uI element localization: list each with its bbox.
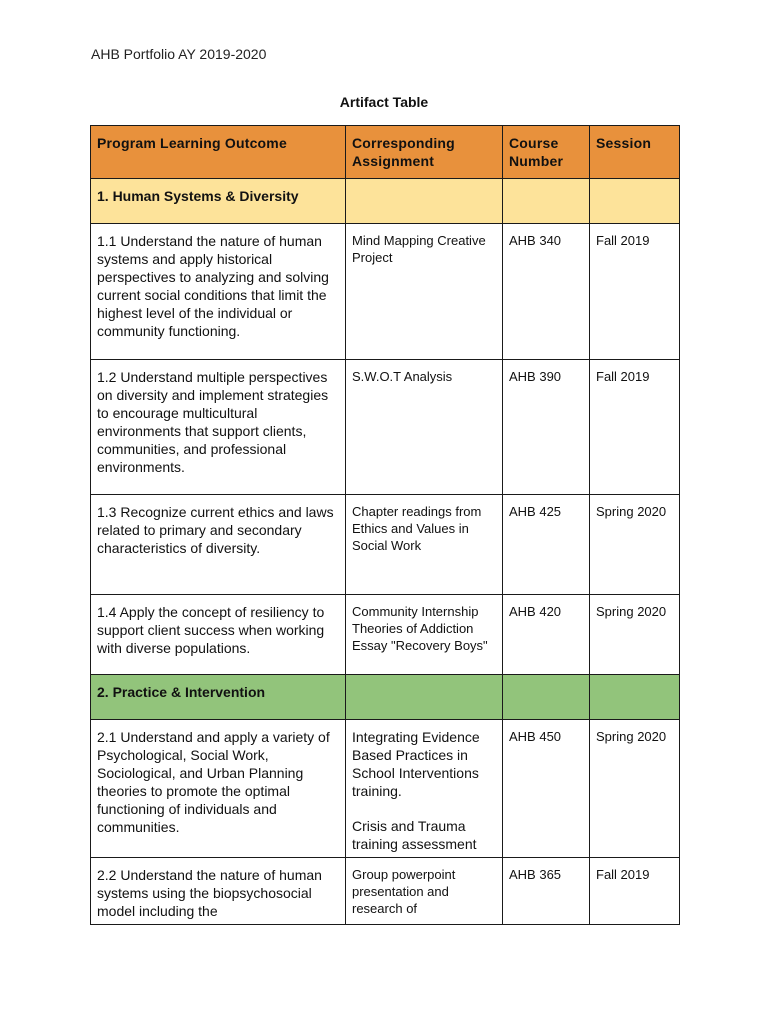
section-empty-cell — [346, 675, 503, 720]
assignment-cell: Mind Mapping Creative Project — [346, 224, 503, 360]
section-empty-cell — [503, 179, 590, 224]
section-heading: 1. Human Systems & Diversity — [91, 179, 346, 224]
assignment-text: Integrating Evidence Based Practices in School Interventions training. — [352, 729, 480, 799]
table-row — [91, 360, 680, 495]
session-cell: Fall 2019 — [590, 858, 680, 925]
outcome-cell: 1.1 Understand the nature of human systems and apply historical perspectives to analyzing and solving current social conditions that limit the highest level of the individual or community functioning. — [91, 224, 346, 360]
outcome-cell: 2.1 Understand and apply a variety of Psychological, Social Work, Sociological, and Urban Planning theories to promote the optimal functioning of individuals and communities. — [91, 720, 346, 858]
assignment-cell: Group powerpoint presentation and research of — [346, 858, 503, 925]
session-cell: Fall 2019 — [590, 360, 680, 495]
outcome-cell: 2.2 Understand the nature of human systems using the biopsychosocial model including the — [91, 858, 346, 925]
table-row — [91, 858, 680, 925]
course-cell: AHB 425 — [503, 495, 590, 595]
section-empty-cell — [590, 675, 680, 720]
assignment-cell: S.W.O.T Analysis — [346, 360, 503, 495]
course-cell: AHB 365 — [503, 858, 590, 925]
course-cell: AHB 390 — [503, 360, 590, 495]
column-header-assignment: Corresponding Assignment — [346, 126, 503, 179]
column-header-session: Session — [590, 126, 680, 179]
section-empty-cell — [503, 675, 590, 720]
outcome-cell: 1.2 Understand multiple perspectives on diversity and implement strategies to encourage multicultural environments that support clients, communities, and professional environments. — [91, 360, 346, 495]
page-header: AHB Portfolio AY 2019-2020 — [91, 46, 267, 62]
session-cell: Fall 2019 — [590, 224, 680, 360]
session-cell: Spring 2020 — [590, 595, 680, 675]
section-empty-cell — [590, 179, 680, 224]
assignment-text-second: Crisis and Trauma training assessment — [352, 818, 477, 852]
session-cell: Spring 2020 — [590, 720, 680, 858]
column-header-outcome: Program Learning Outcome — [91, 126, 346, 179]
section-row-practice — [91, 675, 680, 720]
section-empty-cell — [346, 179, 503, 224]
column-header-course: Course Number — [503, 126, 590, 179]
course-cell: AHB 420 — [503, 595, 590, 675]
table-row — [91, 224, 680, 360]
artifact-table — [90, 125, 680, 925]
table-row — [91, 595, 680, 675]
section-heading: 2. Practice & Intervention — [91, 675, 346, 720]
section-row-human-systems — [91, 179, 680, 224]
table-row — [91, 720, 680, 858]
outcome-cell: 1.3 Recognize current ethics and laws related to primary and secondary characteristics of diversity. — [91, 495, 346, 595]
assignment-cell — [346, 720, 503, 858]
page-title: Artifact Table — [339, 94, 429, 110]
course-cell: AHB 450 — [503, 720, 590, 858]
table-row — [91, 495, 680, 595]
assignment-cell: Chapter readings from Ethics and Values in Social Work — [346, 495, 503, 595]
outcome-cell: 1.4 Apply the concept of resiliency to support client success when working with diverse populations. — [91, 595, 346, 675]
course-cell: AHB 340 — [503, 224, 590, 360]
session-cell: Spring 2020 — [590, 495, 680, 595]
table-header-row — [91, 126, 680, 179]
assignment-cell: Community Internship Theories of Addiction Essay "Recovery Boys" — [346, 595, 503, 675]
